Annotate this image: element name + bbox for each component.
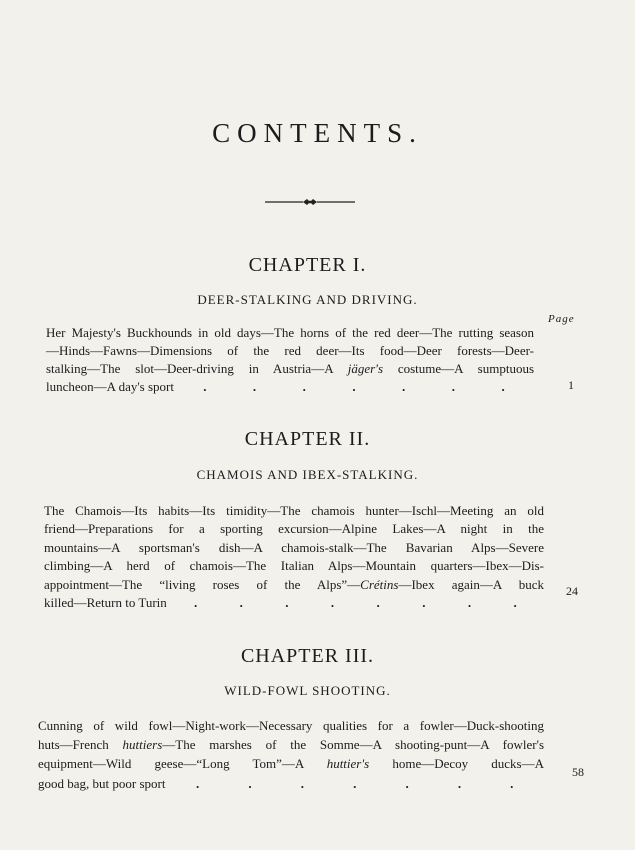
chapter-1-line-3-tail: costume—A sumptuous [383, 361, 535, 376]
chapter-1-page-number: 1 [568, 378, 574, 392]
chapter-3-page-number: 58 [572, 765, 584, 779]
chapter-3-line-2-tail: —The marshes of the Somme—A shooting-punt—A fowler's [162, 737, 545, 752]
chapter-1-italic-term: jäger's [347, 361, 383, 376]
chapter-2-line-6-text: killed—Return to Turin [44, 595, 167, 610]
chapter-3-line-1: Cunning of wild fowl—Night-work—Necessary qualities for a fowler—Duck-shooting [38, 718, 544, 733]
chapter-2-subtitle: CHAMOIS AND IBEX-STALKING. [196, 467, 419, 482]
chapter-2-page-number: 24 [566, 584, 578, 598]
chapter-1-line-2: —Hinds—Fawns—Dimensions of the red deer—Its food—Deer forests—Deer- [46, 343, 534, 358]
chapter-1-line-4 [46, 379, 534, 395]
chapter-1-line-1: Her Majesty's Buckhounds in old days—The horns of the red deer—The rutting season [46, 325, 534, 340]
chapter-3-italic-term-a: huttiers [122, 737, 163, 752]
chapter-3-heading: CHAPTER III. [240, 645, 375, 667]
chapter-3-line-4-text: good bag, but poor sport [38, 776, 166, 791]
chapter-1-subtitle: DEER-STALKING AND DRIVING. [197, 292, 418, 307]
chapter-2-line-1: The Chamois—Its habits—Its timidity—The chamois hunter—Ischl—Meeting an old [44, 503, 544, 518]
leader-dots: . . . . . . . [196, 776, 514, 791]
chapter-2-line-2: friend—Preparations for a sporting excursion—Alpine Lakes—A night in the [44, 521, 544, 536]
chapter-2-line-5 [44, 577, 544, 593]
chapter-3-line-3 [38, 756, 544, 772]
leader-dots: . . . . . . . [203, 379, 505, 394]
chapter-1-line-3 [46, 361, 534, 377]
ornament-divider-icon [265, 196, 355, 208]
chapter-2-line-5-text: appointment—The “living roses of the Alps”— [44, 577, 361, 592]
chapter-2-italic-term: Crétins [360, 577, 399, 592]
chapter-3-line-3-tail: home—Decoy ducks—A [369, 756, 544, 771]
chapter-2-line-6 [44, 595, 544, 611]
chapter-2-line-4: climbing—A herd of chamois—The Italian Alps—Mountain quarters—Ibex—Dis- [44, 558, 544, 573]
chapter-3-subtitle: WILD-FOWL SHOOTING. [224, 683, 391, 698]
chapter-3-line-2 [38, 737, 544, 753]
chapter-3-line-2-text: huts—French [38, 737, 123, 752]
chapter-1-heading: CHAPTER I. [248, 254, 367, 276]
chapter-3-line-4 [38, 776, 544, 792]
page-title: CONTENTS. [212, 118, 423, 148]
chapter-1-line-4-text: luncheon—A day's sport [46, 379, 174, 394]
chapter-1-line-3-text: stalking—The slot—Deer-driving in Austria—A [46, 361, 348, 376]
chapter-3-line-3-text: equipment—Wild geese—“Long Tom”—A [38, 756, 327, 771]
leader-dots: . . . . . . . . [193, 595, 517, 610]
chapter-2-line-3: mountains—A sportsman's dish—A chamois-stalk—The Bavarian Alps—Severe [44, 540, 544, 555]
chapter-3-italic-term-b: huttier's [326, 756, 370, 771]
page-column-label: Page [548, 313, 575, 325]
chapter-2-heading: CHAPTER II. [244, 428, 371, 450]
chapter-2-line-5-tail: —Ibex again—A buck [398, 577, 544, 592]
